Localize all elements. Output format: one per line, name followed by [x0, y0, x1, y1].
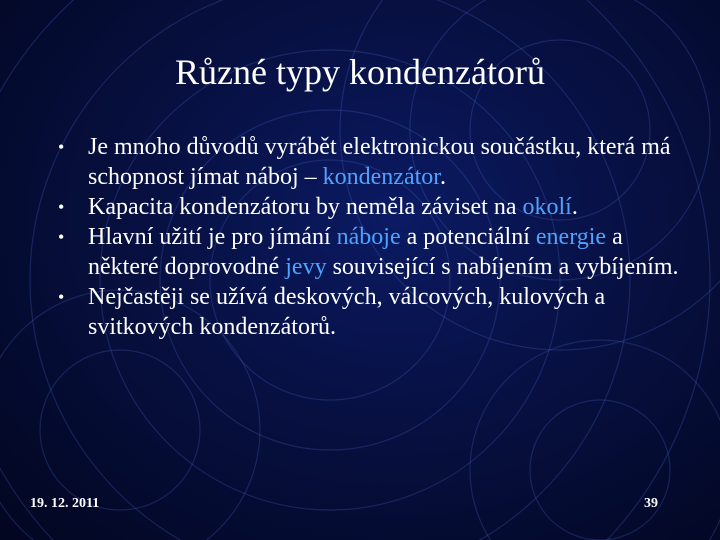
link-text[interactable]: okolí — [522, 194, 572, 220]
link-text[interactable]: kondenzátor — [322, 164, 440, 190]
bullet-text: související s nabíjením a vybíjením. — [326, 254, 679, 280]
bullet-text: a potenciální — [400, 224, 536, 250]
page-number: 39 — [644, 496, 658, 511]
bullet-text: Kapacita kondenzátoru by neměla záviset na — [88, 194, 523, 220]
bullet-item — [54, 132, 694, 192]
bullet-text: Nejčastěji se užívá deskových, válcových, kulových a svitkových kondenzátorů. — [88, 284, 606, 340]
bullet-item — [54, 222, 694, 282]
bullet-text: . — [571, 194, 578, 220]
bullet-list — [54, 132, 694, 342]
link-text[interactable]: energie — [535, 224, 607, 250]
bullet-text: Je mnoho důvodů vyrábět elektronickou součástku, která má schopnost jímat náboj – — [88, 134, 671, 190]
link-text[interactable]: náboje — [336, 224, 401, 250]
bullet-item — [54, 282, 694, 342]
bullet-icon: • — [58, 227, 65, 247]
bullet-icon: • — [58, 137, 65, 157]
bullet-item — [54, 192, 694, 222]
bullet-icon: • — [58, 287, 65, 307]
bullet-text: a některé doprovodné — [88, 224, 623, 280]
link-text[interactable]: jevy — [285, 254, 327, 280]
bullet-text: Hlavní užití je pro jímání — [88, 224, 337, 250]
bullet-text: . — [439, 164, 446, 190]
footer-date: 19. 12. 2011 — [30, 496, 100, 511]
slide-title: Různé typy kondenzátorů — [175, 52, 545, 92]
bullet-icon: • — [58, 197, 65, 217]
